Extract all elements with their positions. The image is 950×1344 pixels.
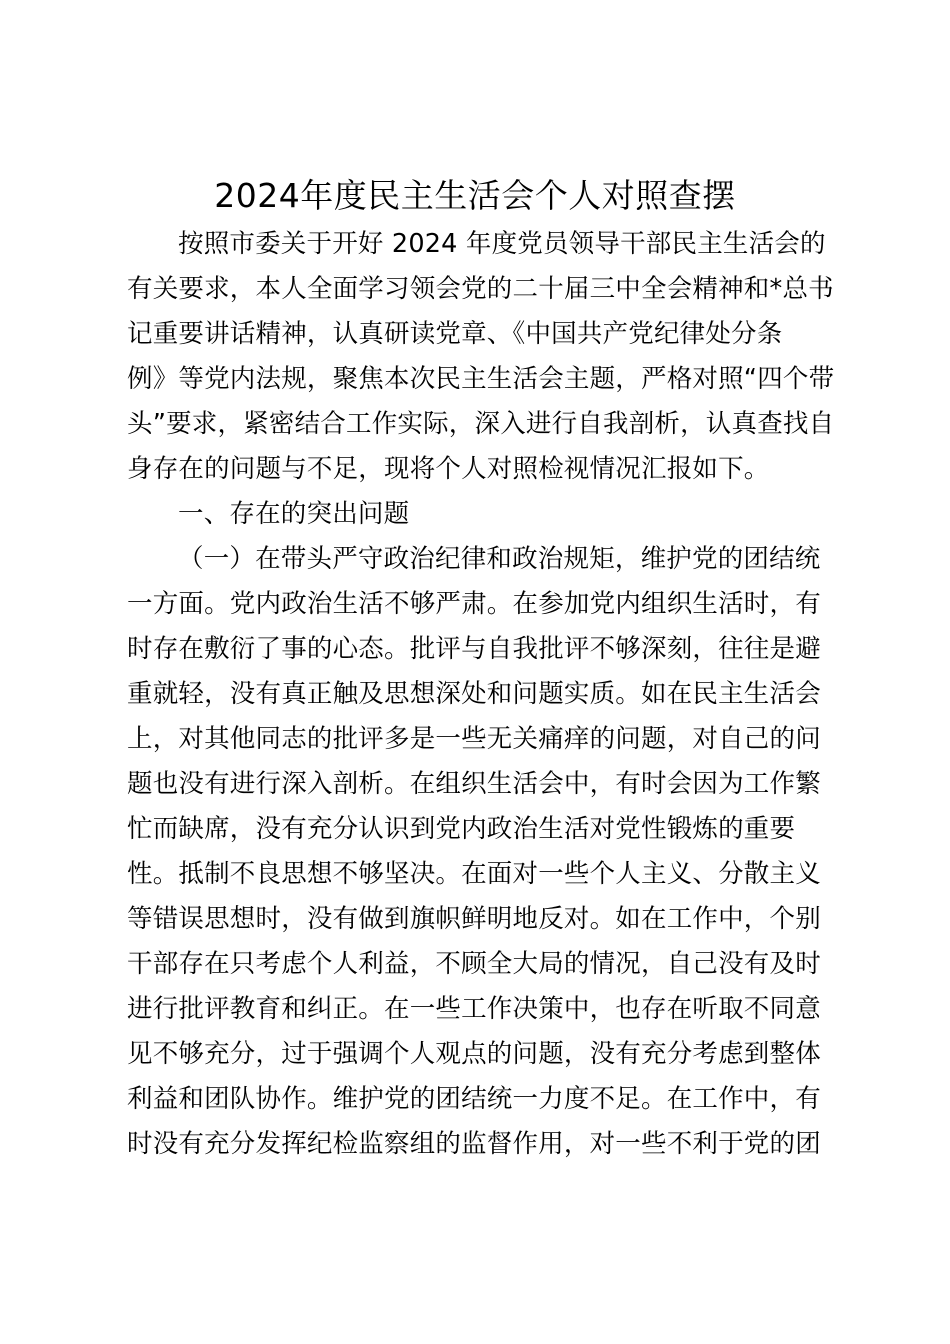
paragraph-line: 时存在敷衍了事的心态。批评与自我批评不够深刻，往往是避 <box>127 634 821 664</box>
paragraph-line: 利益和团队协作。维护党的团结统一力度不足。在工作中，有 <box>127 1084 821 1114</box>
paragraph-line: 时没有充分发挥纪检监察组的监督作用，对一些不利于党的团 <box>127 1129 821 1159</box>
paragraph-line: 干部存在只考虑个人利益，不顾全大局的情况，自己没有及时 <box>127 949 821 979</box>
paragraph-line: 身存在的问题与不足，现将个人对照检视情况汇报如下。 <box>127 454 770 484</box>
paragraph-line: 重就轻，没有真正触及思想深处和问题实质。如在民主生活会 <box>127 679 821 709</box>
paragraph-line: （一）在带头严守政治纪律和政治规矩，维护党的团结统 <box>178 544 821 574</box>
paragraph-line: 忙而缺席，没有充分认识到党内政治生活对党性锻炼的重要 <box>127 814 796 844</box>
paragraph-line: 见不够充分，过于强调个人观点的问题，没有充分考虑到整体 <box>127 1039 821 1069</box>
paragraph-line: 一方面。党内政治生活不够严肃。在参加党内组织生活时，有 <box>127 589 821 619</box>
paragraph-line: 等错误思想时，没有做到旗帜鲜明地反对。如在工作中，个别 <box>127 904 821 934</box>
paragraph-line: 头”要求，紧密结合工作实际，深入进行自我剖析，认真查找自 <box>127 409 835 439</box>
paragraph-line: 进行批评教育和纠正。在一些工作决策中，也存在听取不同意 <box>127 994 821 1024</box>
paragraph-line: 例》等党内法规，聚焦本次民主生活会主题，严格对照“四个带 <box>127 364 835 394</box>
paragraph-line: 按照市委关于开好 2024 年度党员领导干部民主生活会的 <box>178 229 826 259</box>
paragraph-line: 上，对其他同志的批评多是一些无关痛痒的问题，对自己的问 <box>127 724 821 754</box>
section-heading: 一、存在的突出问题 <box>178 499 410 529</box>
paragraph-line: 有关要求，本人全面学习领会党的二十届三中全会精神和*总书 <box>127 274 834 304</box>
document-title: 2024年度民主生活会个人对照查摆 <box>214 176 736 215</box>
paragraph-line: 记重要讲话精神，认真研读党章、《中国共产党纪律处分条 <box>127 319 783 349</box>
paragraph-line: 题也没有进行深入剖析。在组织生活会中，有时会因为工作繁 <box>127 769 821 799</box>
paragraph-line: 性。抵制不良思想不够坚决。在面对一些个人主义、分散主义 <box>127 859 821 889</box>
